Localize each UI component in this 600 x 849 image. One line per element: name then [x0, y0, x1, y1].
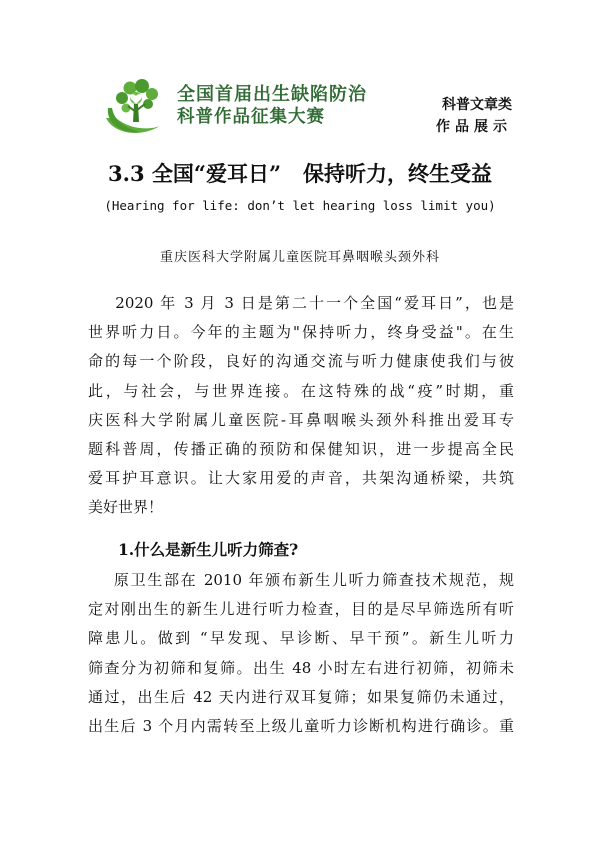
tree-heart-hands-logo-icon — [100, 68, 172, 140]
paragraph-line: 此，与社会，与世界连接。在这特殊的战“疫”时期，重 — [88, 381, 514, 400]
badge-line-2: 作品展示 — [436, 119, 512, 135]
paragraph-line: 出生后 3 个月内需转至上级儿童听力诊断机构进行确诊。重 — [88, 716, 514, 735]
logo-line-2: 科普作品征集大赛 — [177, 107, 325, 127]
paragraph-line: 世界听力日。今年的主题为"保持听力，终身受益"。在生 — [88, 323, 514, 342]
intro-paragraph — [88, 289, 514, 523]
paragraph-line: 题科普周，传播正确的预防和保健知识，进一步提高全民 — [88, 439, 514, 458]
paragraph-line: 筛查分为初筛和复筛。出生 48 小时左右进行初筛，初筛未 — [88, 658, 514, 677]
paragraph-line: 美好世界！ — [88, 498, 164, 517]
author-affiliation: 重庆医科大学附属儿童医院耳鼻咽喉头颈外科 — [159, 250, 440, 265]
paragraph-line: 命的每一个阶段，良好的沟通交流与听力健康使我们与彼 — [88, 352, 514, 371]
paragraph-line: 障患儿。做到 “早发现、早诊断、早干预”。新生儿听力 — [88, 629, 514, 648]
section-heading: 1.什么是新生儿听力筛查? — [118, 540, 299, 559]
paragraph-line: 通过，出生后 42 天内进行双耳复筛；如果复筛仍未通过， — [88, 687, 514, 706]
section-1-paragraph — [88, 566, 514, 741]
paragraph-line: 原卫生部在 2010 年颁布新生儿听力筛查技术规范，规 — [88, 571, 514, 589]
logo-line-1: 全国首届出生缺陷防治 — [177, 84, 367, 105]
paragraph-line: 2020 年 3 月 3 日是第二十一个全国“爱耳日”，也是 — [88, 294, 514, 312]
contest-logo-text — [177, 84, 367, 128]
category-badge — [436, 94, 512, 138]
paragraph-line: 定对刚出生的新生儿进行听力检查，目的是尽早筛选所有听 — [88, 600, 514, 619]
paragraph-line: 庆医科大学附属儿童医院-耳鼻咽喉头颈外科推出爱耳专 — [88, 410, 514, 429]
article-title: 3.3 全国“爱耳日” 保持听力，终生受益 — [108, 161, 492, 186]
paragraph-line: 爱耳护耳意识。让大家用爱的声音，共架沟通桥梁，共筑 — [88, 469, 514, 488]
article-subtitle: (Hearing for life: don’t let hearing loss limit you) — [104, 198, 496, 213]
badge-line-1: 科普文章类 — [442, 97, 512, 113]
